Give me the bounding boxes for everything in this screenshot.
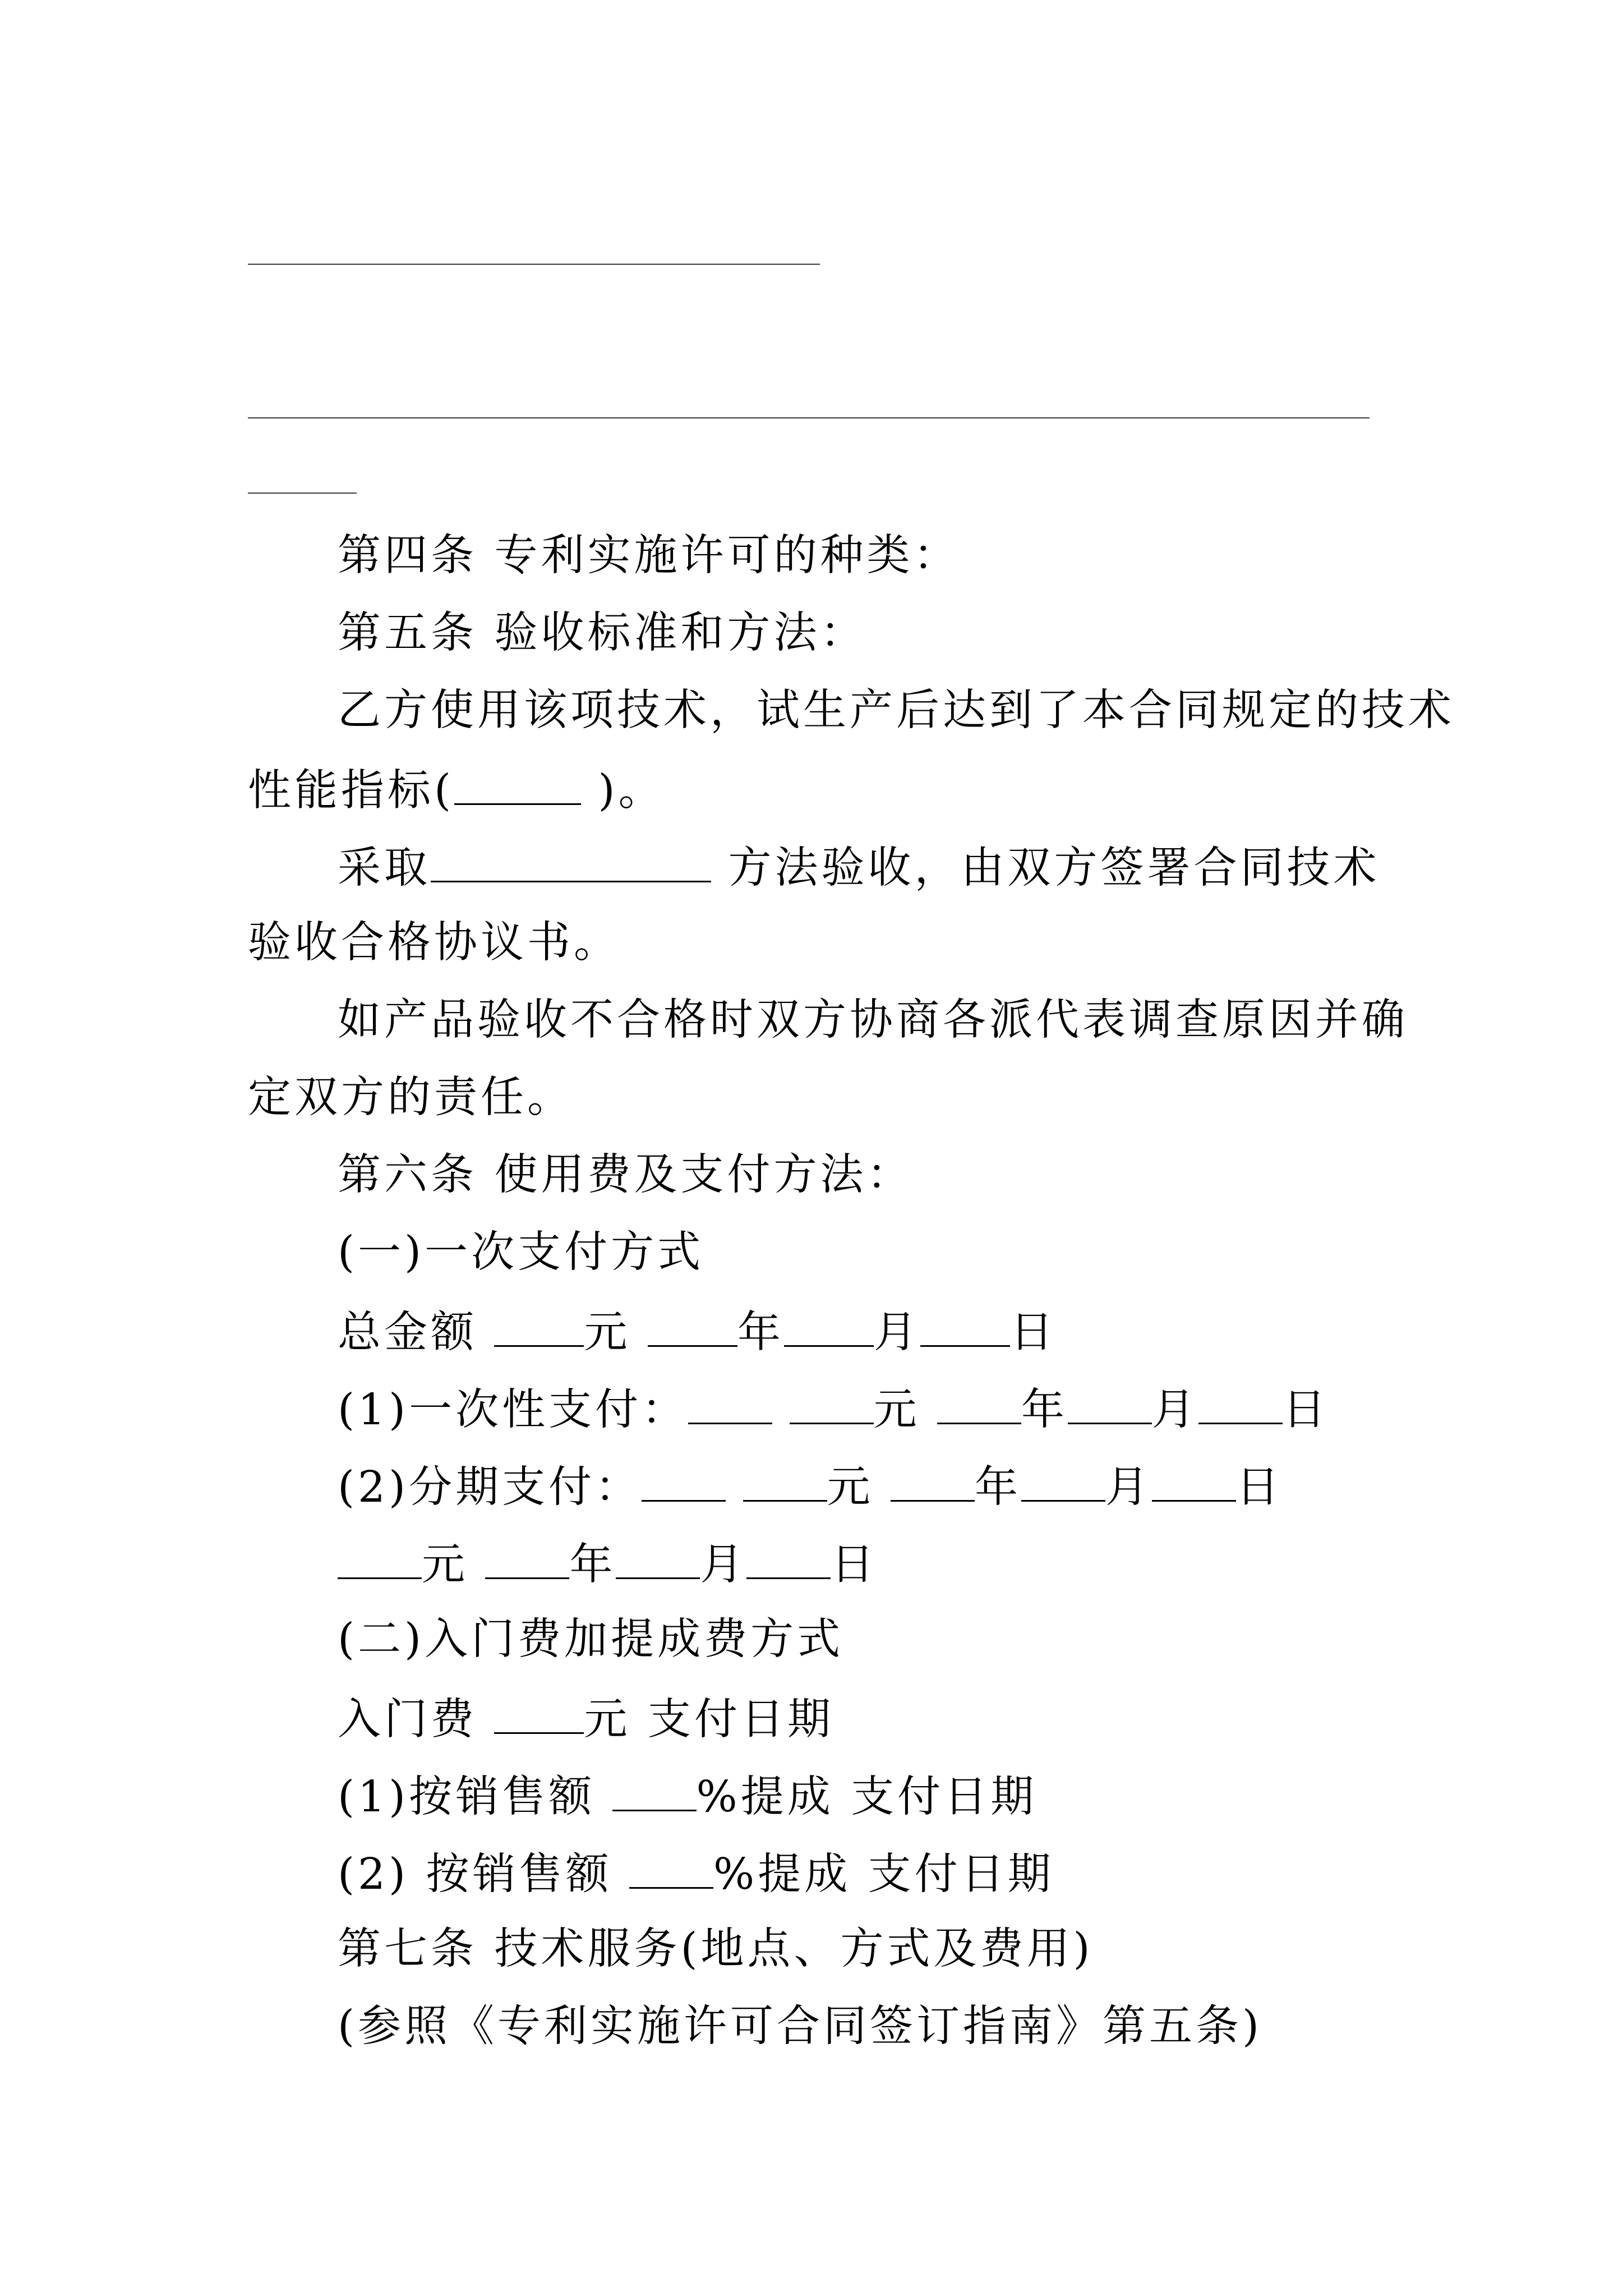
blank-line-1 — [248, 264, 820, 265]
install-blank-a — [642, 1463, 726, 1502]
article5-para1-line1: 乙方使用该项技术，试生产后达到了本合同规定的技术 — [338, 685, 1455, 735]
option1-title: (一)一次支付方式 — [338, 1227, 704, 1277]
install2-yuan: 元 — [422, 1540, 486, 1590]
lump-label: (1)一次性支付： — [338, 1385, 689, 1435]
lump-month-blank — [1068, 1386, 1152, 1424]
install-year-blank — [891, 1463, 975, 1502]
lump-day: 日 — [1283, 1385, 1330, 1435]
lump-yuan: 元 — [873, 1385, 938, 1435]
article5-para3-line1: 如产品验收不合格时双方协商各派代表调查原因并确 — [338, 995, 1408, 1045]
install-yuan: 元 — [827, 1462, 891, 1512]
total-amount-blank — [494, 1308, 584, 1347]
perf-index-close: )。 — [581, 766, 665, 816]
total-month: 月 — [873, 1308, 920, 1358]
royalty2-label: (2) 按销售额 — [338, 1849, 630, 1899]
total-amount-line — [338, 1308, 1057, 1358]
royalty2-percent-blank — [629, 1850, 713, 1889]
blank-line-3 — [248, 493, 357, 494]
royalty1-percent-blank — [612, 1773, 697, 1811]
royalty-line-2 — [338, 1849, 1054, 1899]
install-month-blank — [1021, 1463, 1105, 1502]
perf-index-label: 性能指标( — [248, 766, 455, 816]
install2-month-blank — [616, 1540, 700, 1579]
install2-day: 日 — [831, 1540, 878, 1590]
install2-month: 月 — [700, 1540, 747, 1590]
total-day-blank — [920, 1308, 1010, 1347]
article5-heading: 第五条 验收标准和方法： — [338, 608, 867, 658]
lump-sum-line — [338, 1385, 1330, 1435]
article5-para2-line2: 验收合格协议书。 — [248, 918, 620, 968]
install2-day-blank — [746, 1540, 831, 1579]
entry-fee-line — [338, 1695, 834, 1745]
total-label: 总金额 — [338, 1308, 495, 1358]
lump-blank-a — [688, 1386, 772, 1424]
install-year: 年 — [975, 1462, 1022, 1512]
method-blank — [431, 844, 711, 882]
install-day-blank — [1152, 1463, 1236, 1502]
lump-day-blank — [1198, 1386, 1283, 1424]
entry-fee-blank — [494, 1695, 584, 1734]
perf-index-blank — [454, 766, 581, 805]
entry-label: 入门费 — [338, 1695, 495, 1745]
article7-note: (参照《专利实施许可合同签订指南》第五条) — [338, 2001, 1263, 2051]
article6-heading: 第六条 使用费及支付方法： — [338, 1150, 914, 1200]
article7-heading: 第七条 技术服务(地点、方式及费用) — [338, 1924, 1094, 1974]
royalty2-suffix: %提成 支付日期 — [713, 1849, 1054, 1899]
install-amount-blank — [743, 1463, 827, 1502]
total-year: 年 — [737, 1308, 784, 1358]
method-label: 采取 — [338, 843, 431, 893]
entry-yuan: 元 支付日期 — [584, 1695, 834, 1745]
royalty1-suffix: %提成 支付日期 — [696, 1772, 1038, 1822]
install2-year: 年 — [569, 1540, 616, 1590]
install2-amount-blank — [338, 1540, 422, 1579]
article5-para3-line2: 定双方的责任。 — [248, 1073, 574, 1122]
article4-heading: 第四条 专利实施许可的种类： — [338, 531, 960, 581]
blank-line-2 — [248, 417, 1370, 418]
total-year-blank — [648, 1308, 737, 1347]
lump-year: 年 — [1021, 1385, 1068, 1435]
option2-title: (二)入门费加提成费方式 — [338, 1614, 844, 1664]
install-month: 月 — [1105, 1462, 1152, 1512]
article5-para2-line1 — [338, 843, 1380, 893]
lump-year-blank — [937, 1386, 1021, 1424]
total-month-blank — [784, 1308, 874, 1347]
total-yuan: 元 — [584, 1308, 648, 1358]
lump-amount-blank — [790, 1386, 874, 1424]
install2-year-blank — [485, 1540, 569, 1579]
lump-month: 月 — [1152, 1385, 1199, 1435]
royalty-line-1 — [338, 1772, 1038, 1822]
install-day: 日 — [1236, 1462, 1283, 1512]
total-day: 日 — [1009, 1308, 1057, 1358]
royalty1-label: (1)按销售额 — [338, 1772, 612, 1822]
article5-para1-line2 — [248, 766, 665, 816]
install-label: (2)分期支付： — [338, 1462, 642, 1512]
method-text: 方法验收，由双方签署合同技术 — [711, 843, 1380, 893]
installment-line-2 — [338, 1540, 878, 1590]
installment-line — [338, 1462, 1283, 1512]
